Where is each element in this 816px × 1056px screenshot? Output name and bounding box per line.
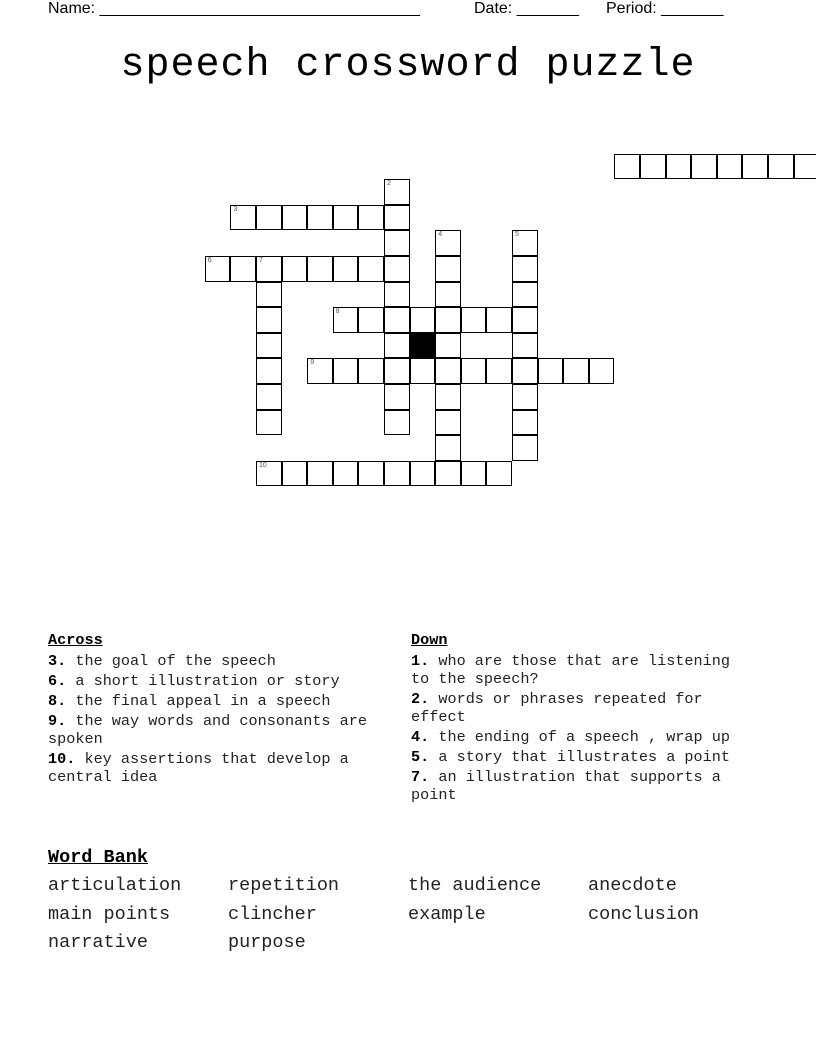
crossword-cell[interactable]: [410, 461, 436, 487]
clue-number: 7.: [411, 768, 430, 786]
crossword-cell[interactable]: [358, 205, 384, 231]
crossword-cell[interactable]: [691, 154, 717, 180]
clue-number: 6: [207, 257, 212, 264]
crossword-cell[interactable]: [256, 256, 282, 282]
crossword-cell[interactable]: [512, 333, 538, 359]
down-clue: [411, 768, 756, 804]
crossword-cell[interactable]: [333, 256, 359, 282]
crossword-cell[interactable]: [230, 256, 256, 282]
crossword-cell[interactable]: [384, 179, 410, 205]
crossword-cell[interactable]: [512, 358, 538, 384]
crossword-cell[interactable]: [256, 333, 282, 359]
across-clues: [48, 631, 398, 788]
page-title: speech crossword puzzle: [120, 43, 696, 88]
word-bank-item: clincher: [228, 903, 317, 925]
word-bank-item: anecdote: [588, 875, 677, 896]
down-clues: [411, 631, 756, 806]
clue-text: the goal of the speech: [66, 652, 276, 670]
crossword-cell[interactable]: [256, 358, 282, 384]
word-bank-item: the audience: [408, 875, 542, 896]
crossword-cell[interactable]: [358, 358, 384, 384]
date-field-label: Date: _______: [474, 0, 579, 17]
clue-text: a story that illustrates a point: [429, 748, 730, 766]
crossword-cell[interactable]: [307, 205, 333, 231]
word-bank-item: conclusion: [588, 903, 700, 925]
crossword-cell[interactable]: [486, 358, 512, 384]
crossword-cell[interactable]: [614, 154, 640, 180]
crossword-cell[interactable]: [435, 307, 461, 333]
clue-text: an illustration that supports a point: [411, 768, 721, 804]
crossword-cell[interactable]: [230, 205, 256, 231]
crossword-cell[interactable]: [333, 461, 359, 487]
clue-text: who are those that are listening to the speech?: [411, 652, 730, 688]
clue-number: 10: [259, 461, 267, 469]
crossword-cell[interactable]: [307, 358, 333, 384]
crossword-cell[interactable]: [333, 358, 359, 384]
crossword-cell[interactable]: [435, 256, 461, 282]
clue-text: the final appeal in a speech: [66, 692, 331, 710]
crossword-cell[interactable]: [307, 461, 333, 487]
clue-number: 9: [310, 359, 315, 367]
clue-number: 10.: [48, 750, 76, 768]
crossword-cell[interactable]: [563, 358, 589, 384]
crossword-cell[interactable]: [435, 461, 461, 487]
clue-number: 3.: [48, 652, 67, 670]
crossword-cell[interactable]: [589, 358, 615, 384]
clue-number: 2.: [411, 690, 430, 708]
clue-text: words or phrases repeated for effect: [411, 690, 703, 726]
clue-number: 9.: [48, 712, 67, 730]
word-bank-item: articulation: [48, 875, 182, 896]
crossword-cell[interactable]: [358, 307, 384, 333]
down-clue: [411, 748, 756, 766]
across-clue: [48, 652, 398, 670]
crossword-cell[interactable]: [384, 461, 410, 487]
crossword-cell[interactable]: [435, 410, 461, 436]
crossword-cell[interactable]: [435, 384, 461, 410]
crossword-cell[interactable]: [512, 435, 538, 461]
clue-number: 8.: [48, 692, 67, 710]
word-bank-item: purpose: [228, 932, 306, 953]
across-clue: [48, 692, 398, 710]
crossword-cell[interactable]: [282, 461, 308, 487]
crossword-cell[interactable]: [768, 154, 794, 180]
crossword-cell[interactable]: [410, 358, 436, 384]
crossword-cell[interactable]: [512, 230, 538, 256]
across-clue: [48, 672, 398, 690]
clue-text: key assertions that develop a central idea: [48, 750, 349, 786]
crossword-cell[interactable]: [512, 384, 538, 410]
crossword-cell[interactable]: [384, 256, 410, 282]
clue-number: 4.: [411, 728, 430, 746]
crossword-cell[interactable]: [256, 410, 282, 436]
crossword-cell[interactable]: [410, 307, 436, 333]
crossword-cell[interactable]: [435, 333, 461, 359]
crossword-cell[interactable]: [384, 410, 410, 436]
name-field-label: Name: ____________________________________: [48, 0, 420, 17]
clue-text: the ending of a speech , wrap up: [429, 728, 730, 746]
down-clue: [411, 690, 756, 726]
crossword-cell[interactable]: [512, 410, 538, 436]
crossword-cell[interactable]: [358, 461, 384, 487]
crossword-cell[interactable]: [435, 282, 461, 308]
clue-number: 5.: [411, 748, 430, 766]
crossword-cell[interactable]: [742, 154, 768, 180]
word-bank-title: Word Bank: [48, 847, 148, 868]
across-clue: [48, 750, 398, 786]
crossword-cell[interactable]: [384, 307, 410, 333]
crossword-cell[interactable]: [384, 282, 410, 308]
down-clue: [411, 652, 756, 688]
crossword-cell[interactable]: [486, 307, 512, 333]
crossword-cell[interactable]: [205, 256, 231, 282]
clue-number: 7: [259, 257, 263, 264]
crossword-cell[interactable]: [435, 358, 461, 384]
crossword-cell[interactable]: [435, 435, 461, 461]
crossword-cell[interactable]: [461, 461, 487, 487]
crossword-cell[interactable]: [256, 461, 282, 487]
crossword-cell[interactable]: [512, 307, 538, 333]
word-bank-item: main points: [48, 903, 171, 925]
across-clue: [48, 712, 398, 748]
crossword-cell[interactable]: [256, 307, 282, 333]
crossword-cell[interactable]: [256, 282, 282, 308]
clue-number: 2: [387, 180, 391, 188]
crossword-cell[interactable]: [358, 256, 384, 282]
crossword-cell[interactable]: [384, 230, 410, 256]
crossword-cell[interactable]: [717, 154, 743, 180]
crossword-cell[interactable]: [384, 333, 410, 359]
clue-number: 4: [438, 231, 443, 239]
crossword-black-cell: [410, 333, 436, 359]
crossword-cell[interactable]: [333, 307, 359, 333]
crossword-cell[interactable]: [794, 154, 816, 180]
down-clue: [411, 728, 756, 746]
crossword-cell[interactable]: [461, 358, 487, 384]
crossword-cell[interactable]: [384, 358, 410, 384]
across-heading: Across: [48, 631, 103, 649]
crossword-cell[interactable]: [256, 384, 282, 410]
clue-number: 1.: [411, 652, 430, 670]
crossword-grid: [0, 0, 816, 520]
crossword-cell[interactable]: [640, 154, 666, 180]
period-field-label: Period: _______: [606, 0, 724, 17]
clue-number: 3: [233, 205, 238, 213]
crossword-cell[interactable]: [384, 384, 410, 410]
clue-text: a short illustration or story: [66, 672, 340, 690]
crossword-cell[interactable]: [486, 461, 512, 487]
crossword-cell[interactable]: [538, 358, 564, 384]
word-bank-item: narrative: [48, 932, 148, 953]
clue-number: 8: [335, 308, 340, 316]
crossword-cell[interactable]: [282, 256, 308, 282]
crossword-cell[interactable]: [384, 205, 410, 231]
crossword-cell[interactable]: [307, 256, 333, 282]
crossword-cell[interactable]: [333, 205, 359, 231]
word-bank-item: repetition: [228, 875, 340, 896]
crossword-cell[interactable]: [666, 154, 692, 180]
clue-text: the way words and consonants are spoken: [48, 712, 367, 748]
crossword-cell[interactable]: [435, 230, 461, 256]
down-heading: Down: [411, 631, 448, 649]
word-bank-item: example: [408, 903, 486, 925]
clue-number: 5: [515, 231, 519, 239]
crossword-cell[interactable]: [512, 256, 538, 282]
clue-number: 6.: [48, 672, 67, 690]
crossword-cell[interactable]: [282, 205, 308, 231]
crossword-cell[interactable]: [512, 282, 538, 308]
crossword-cell[interactable]: [461, 307, 487, 333]
crossword-cell[interactable]: [256, 205, 282, 231]
